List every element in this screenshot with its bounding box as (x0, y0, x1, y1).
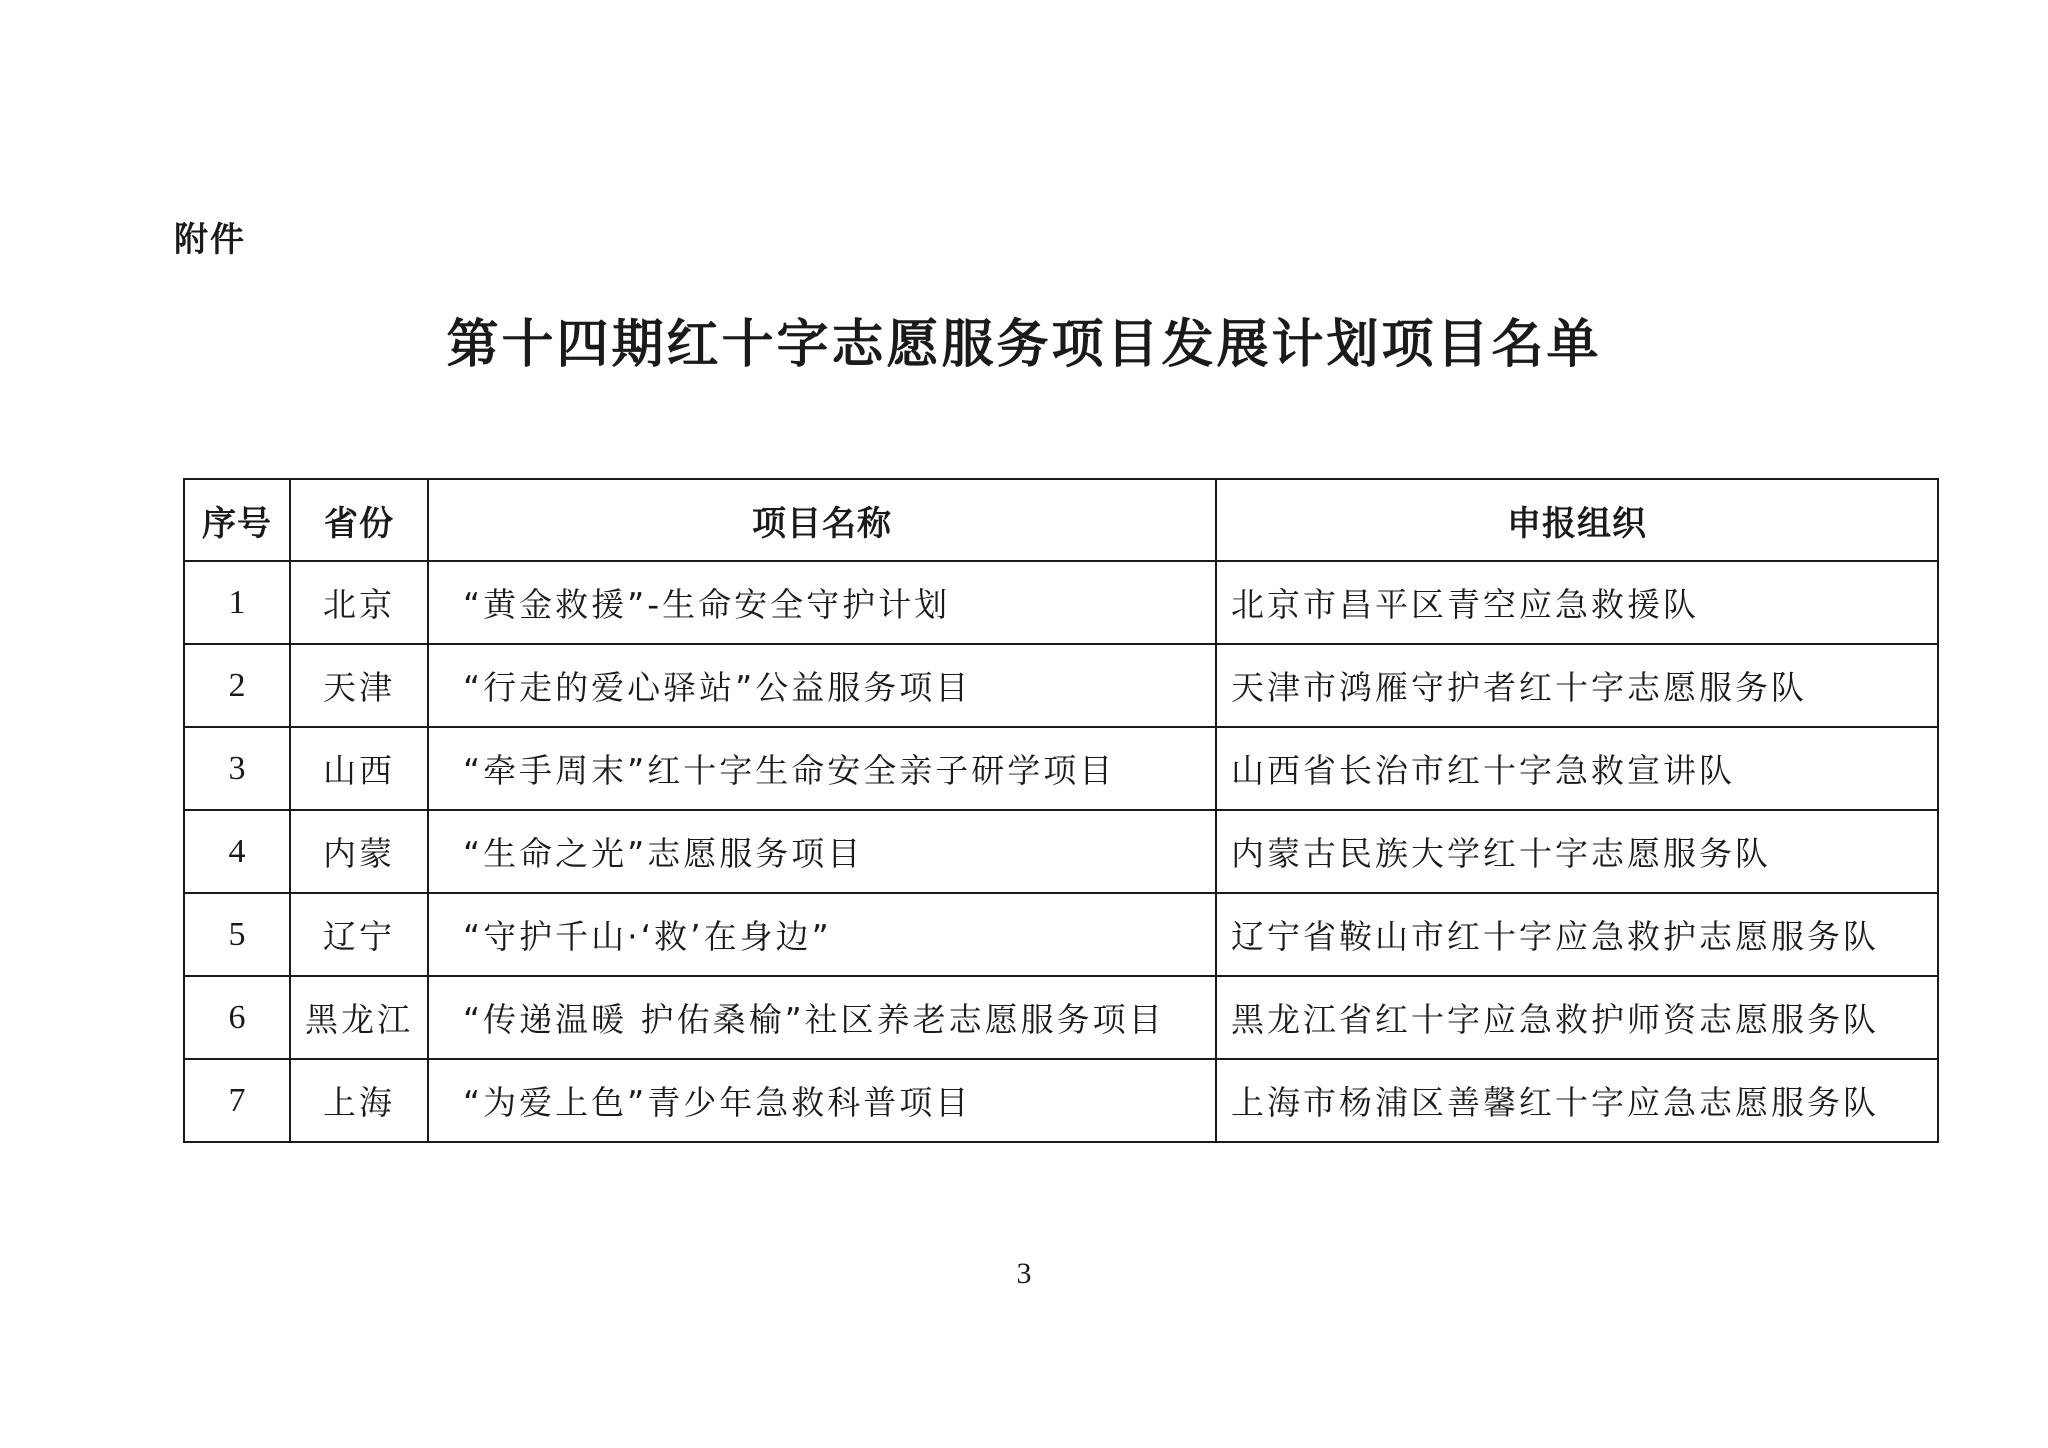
cell-serial-number: 7 (184, 1059, 290, 1142)
cell-serial-number: 3 (184, 727, 290, 810)
cell-organization: 天津市鸿雁守护者红十字志愿服务队 (1216, 644, 1938, 727)
cell-province: 辽宁 (290, 893, 428, 976)
cell-province: 黑龙江 (290, 976, 428, 1059)
attachment-label: 附件 (174, 220, 246, 260)
cell-serial-number: 2 (184, 644, 290, 727)
cell-province: 内蒙 (290, 810, 428, 893)
project-table-container (183, 478, 1937, 1143)
project-table (183, 478, 1939, 1143)
cell-organization: 黑龙江省红十字应急救护师资志愿服务队 (1216, 976, 1938, 1059)
cell-project-name: “黄金救援”-生命安全守护计划 (428, 561, 1216, 644)
table-row (184, 1059, 1938, 1142)
document-title: 第十四期红十字志愿服务项目发展计划项目名单 (446, 314, 1602, 375)
cell-province: 天津 (290, 644, 428, 727)
cell-organization: 山西省长治市红十字急救宣讲队 (1216, 727, 1938, 810)
table-row (184, 561, 1938, 644)
table-row (184, 727, 1938, 810)
table-row (184, 976, 1938, 1059)
cell-serial-number: 5 (184, 893, 290, 976)
cell-organization: 辽宁省鞍山市红十字应急救护志愿服务队 (1216, 893, 1938, 976)
table-row (184, 810, 1938, 893)
cell-organization: 内蒙古民族大学红十字志愿服务队 (1216, 810, 1938, 893)
cell-project-name: “为爱上色”青少年急救科普项目 (428, 1059, 1216, 1142)
cell-serial-number: 4 (184, 810, 290, 893)
cell-organization: 北京市昌平区青空应急救援队 (1216, 561, 1938, 644)
cell-project-name: “传递温暖 护佑桑榆”社区养老志愿服务项目 (428, 976, 1216, 1059)
cell-project-name: “行走的爱心驿站”公益服务项目 (428, 644, 1216, 727)
table-header-row (184, 479, 1938, 561)
cell-organization: 上海市杨浦区善馨红十字应急志愿服务队 (1216, 1059, 1938, 1142)
header-serial-number: 序号 (184, 479, 290, 561)
cell-project-name: “牵手周末”红十字生命安全亲子研学项目 (428, 727, 1216, 810)
cell-project-name: “生命之光”志愿服务项目 (428, 810, 1216, 893)
cell-serial-number: 1 (184, 561, 290, 644)
page-number: 3 (1016, 1257, 1032, 1290)
header-province: 省份 (290, 479, 428, 561)
cell-province: 上海 (290, 1059, 428, 1142)
cell-serial-number: 6 (184, 976, 290, 1059)
cell-province: 山西 (290, 727, 428, 810)
table-row (184, 893, 1938, 976)
cell-province: 北京 (290, 561, 428, 644)
header-organization: 申报组织 (1216, 479, 1938, 561)
cell-project-name: “守护千山·‘救’在身边” (428, 893, 1216, 976)
header-project-name: 项目名称 (428, 479, 1216, 561)
table-row (184, 644, 1938, 727)
